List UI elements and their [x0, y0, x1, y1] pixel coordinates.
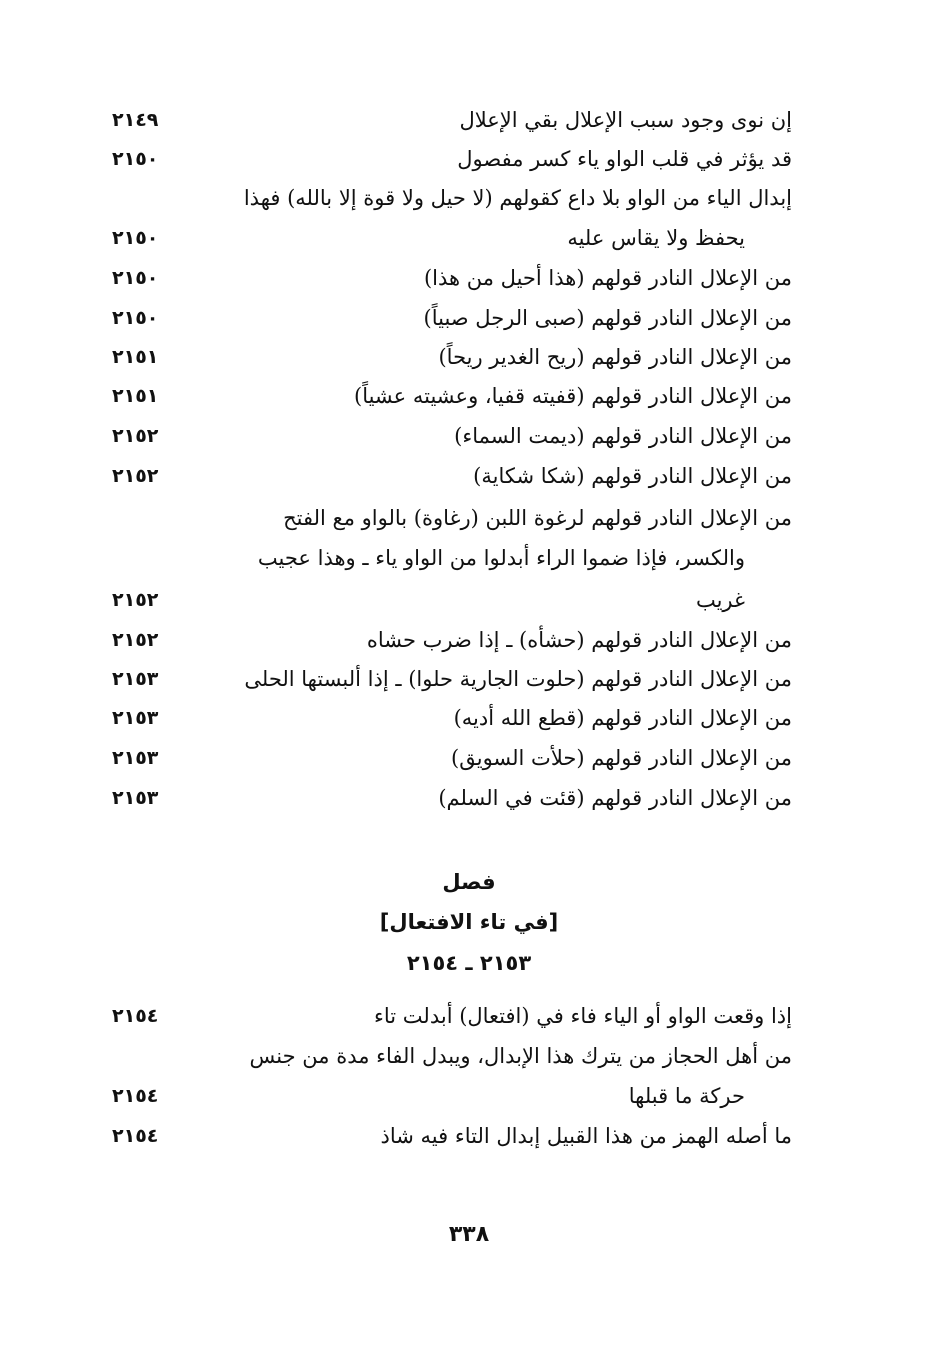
entry-reference: ٢١٤٩	[112, 109, 159, 131]
entry-reference: ٢١٥٣	[112, 707, 159, 729]
index-entry	[100, 456, 800, 496]
entry-reference: ٢١٥٠	[112, 307, 159, 329]
entry-reference: ٢١٥٤	[112, 1005, 159, 1027]
entry-reference: ٢١٥٣	[112, 668, 159, 690]
entry-text: من الإعلال النادر قولهم لرغوة اللبن (رغاوة) بالواو مع الفتح	[283, 506, 792, 530]
entry-reference: ٢١٥٤	[112, 1125, 159, 1147]
entry-text: من الإعلال النادر قولهم (ريح الغدير ريحاً)	[438, 345, 792, 369]
entry-text: والكسر، فإذا ضموا الراء أبدلوا من الواو ياء ـ وهذا عجيب	[257, 546, 745, 570]
index-entry-continuation	[100, 580, 800, 620]
entry-text: إن نوى وجود سبب الإعلال بقي الإعلال	[459, 108, 792, 132]
entry-reference: ٢١٥٠	[112, 227, 159, 249]
entry-reference: ٢١٥١	[112, 385, 159, 407]
index-entry	[100, 778, 800, 818]
entry-reference: ٢١٥٤	[112, 1085, 159, 1107]
entry-text: غريب	[695, 588, 745, 612]
section-heading-range: ٢١٥٣ ـ ٢١٥٤	[406, 951, 532, 975]
entry-text: من الإعلال النادر قولهم (شكا شكاية)	[473, 464, 792, 488]
entry-text: من الإعلال النادر قولهم (قطع الله أديه)	[453, 706, 792, 730]
entry-text: من الإعلال النادر قولهم (حلوت الجارية حلوا) ـ إذا ألبستها الحلى	[244, 667, 792, 691]
entry-text: ما أصله الهمز من هذا القبيل إبدال التاء فيه شاذ	[380, 1124, 792, 1148]
entry-text: من الإعلال النادر قولهم (قئت في السلم)	[438, 786, 792, 810]
index-entry	[100, 416, 800, 456]
index-entry	[100, 698, 800, 738]
entry-text: من الإعلال النادر قولهم (هذا أحيل من هذا)	[423, 266, 792, 290]
entry-reference: ٢١٥٢	[112, 589, 159, 611]
entry-text: من الإعلال النادر قولهم (ديمت السماء)	[454, 424, 792, 448]
entry-reference: ٢١٥١	[112, 346, 159, 368]
index-entry	[100, 659, 800, 699]
index-entry	[100, 298, 800, 338]
entry-reference: ٢١٥٠	[112, 148, 159, 170]
entry-reference: ٢١٥٢	[112, 629, 159, 651]
entry-text: إذا وقعت الواو أو الياء فاء في (افتعال) أبدلت تاء	[374, 1004, 792, 1028]
index-entry-continuation	[100, 538, 800, 578]
entry-text: يحفظ ولا يقاس عليه	[567, 226, 745, 250]
index-entry	[100, 100, 800, 140]
entry-text: من الإعلال النادر قولهم (حلأت السويق)	[451, 746, 792, 770]
index-entry	[100, 996, 800, 1036]
index-entry	[100, 1036, 800, 1076]
entry-text: من الإعلال النادر قولهم (صبى الرجل صبياً)	[423, 306, 792, 330]
index-entry	[100, 337, 800, 377]
entry-text: حركة ما قبلها	[628, 1084, 745, 1108]
index-entry	[100, 738, 800, 778]
index-entry	[100, 620, 800, 660]
entry-reference: ٢١٥٠	[112, 267, 159, 289]
entry-text: إبدال الياء من الواو بلا داع كقولهم (لا حيل ولا قوة إلا بالله) فهذا	[243, 186, 792, 210]
index-entry-continuation	[100, 218, 800, 258]
index-entry	[100, 498, 800, 538]
page-number: ٣٣٨	[448, 1222, 490, 1247]
entry-text: من الإعلال النادر قولهم (قفيته قفيا، وعشيته عشياً)	[354, 384, 792, 408]
entry-text: من الإعلال النادر قولهم (حشأه) ـ إذا ضرب حشاه	[366, 628, 792, 652]
index-entry	[100, 139, 800, 179]
entry-reference: ٢١٥٢	[112, 465, 159, 487]
section-heading-title: فصل	[442, 870, 496, 894]
index-entry	[100, 178, 800, 218]
entry-reference: ٢١٥٢	[112, 425, 159, 447]
entry-text: قد يؤثر في قلب الواو ياء كسر مفصول	[457, 147, 792, 171]
entry-reference: ٢١٥٣	[112, 747, 159, 769]
index-entry-continuation	[100, 1076, 800, 1116]
index-entry	[100, 376, 800, 416]
entry-text: من أهل الحجاز من يترك هذا الإبدال، ويبدل الفاء مدة من جنس	[249, 1044, 792, 1068]
index-entry	[100, 1116, 800, 1156]
entry-reference: ٢١٥٣	[112, 787, 159, 809]
section-heading-subtitle: [في تاء الافتعال]	[379, 910, 559, 934]
index-entry	[100, 258, 800, 298]
